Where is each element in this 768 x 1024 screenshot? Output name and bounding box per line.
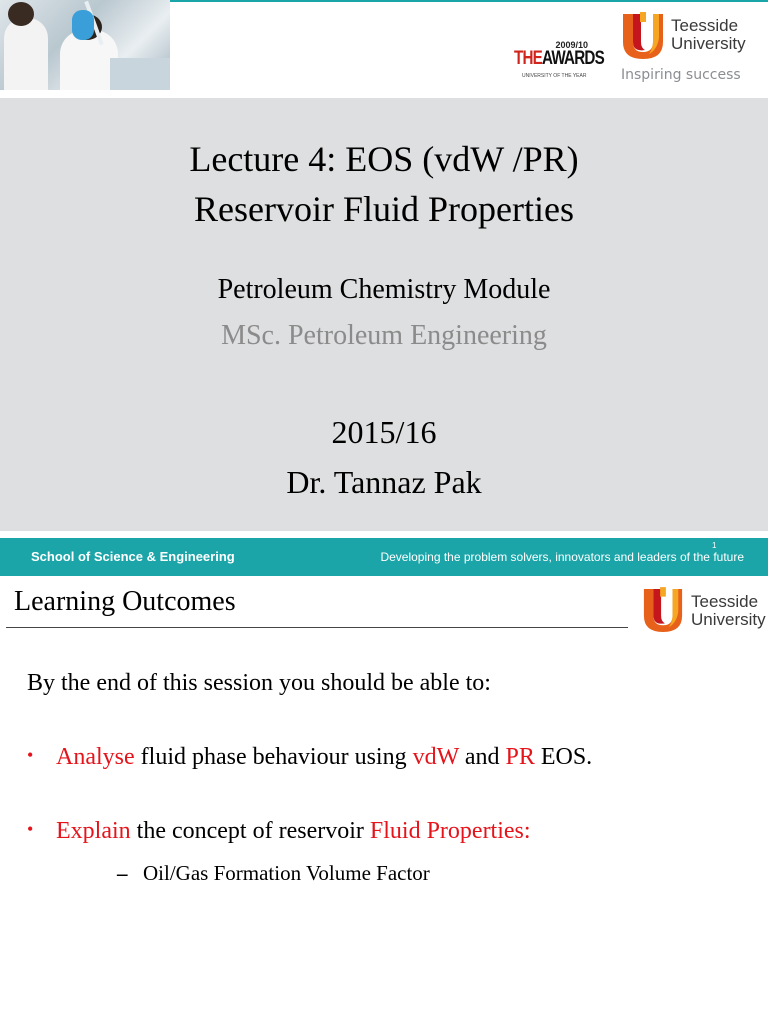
list-item	[27, 818, 531, 845]
bullet-marker: •	[27, 819, 34, 839]
footer-motto: Developing the problem solvers, innovators and leaders of the future	[380, 550, 744, 564]
brand-line-2: University	[671, 34, 746, 53]
brand-line-2: University	[691, 610, 766, 629]
awards-name: AWARDS	[542, 48, 604, 69]
awards-wordmark	[514, 48, 604, 70]
outcome-keyword: vdW	[412, 744, 459, 770]
outcome-text: the concept of reservoir	[130, 818, 370, 844]
heading-divider	[6, 627, 628, 628]
outcome-keyword: PR	[505, 744, 535, 770]
teesside-logo-mark-graphic	[642, 586, 684, 634]
outcome-verb: Analyse	[56, 744, 135, 770]
lab-photo-figure-head	[8, 2, 34, 26]
lecturer-name: Dr. Tannaz Pak	[286, 464, 482, 500]
sub-bullet-marker: –	[117, 861, 128, 885]
bullet-marker: •	[27, 745, 34, 765]
awards-logo	[514, 40, 604, 84]
title-panel	[0, 98, 768, 531]
glove-icon	[72, 10, 94, 40]
brand-line-1: Teesside	[691, 592, 759, 611]
outcome-text: EOS.	[534, 744, 593, 770]
sub-item-text: Oil/Gas Formation Volume Factor	[143, 861, 430, 885]
lab-photo-figure	[4, 18, 48, 90]
teesside-logo-mark-icon	[642, 586, 684, 634]
footer-school: School of Science & Engineering	[31, 549, 235, 564]
lecture-subtitle: Reservoir Fluid Properties	[194, 189, 574, 229]
slide-number: 1	[712, 541, 717, 550]
programme-name: MSc. Petroleum Engineering	[221, 320, 547, 351]
lecture-title: Lecture 4: EOS (vdW /PR)	[189, 139, 579, 179]
outcome-text: and	[458, 744, 506, 770]
teesside-logo-mark-graphic	[621, 12, 665, 60]
brand-line-1: Teesside	[671, 16, 739, 35]
lab-photo-bench	[110, 58, 170, 90]
list-item	[27, 744, 592, 771]
slide-heading: Learning Outcomes	[14, 586, 236, 617]
outcome-text: fluid phase behaviour using	[134, 744, 413, 770]
outcome-keyword: Fluid Properties:	[369, 818, 531, 844]
module-name: Petroleum Chemistry Module	[217, 274, 551, 305]
footer-bar	[0, 538, 768, 576]
awards-year: 2009/10	[555, 40, 588, 50]
learning-outcomes-slide	[0, 576, 768, 1024]
brand-tagline: Inspiring success	[621, 67, 741, 83]
brand-wordmark	[671, 17, 746, 52]
brand-wordmark	[691, 593, 766, 628]
outcome-verb: Explain	[56, 818, 131, 844]
sub-list-item	[117, 861, 430, 886]
academic-year: 2015/16	[331, 414, 437, 450]
lab-photo	[0, 0, 170, 90]
intro-text: By the end of this session you should be able to:	[27, 670, 491, 696]
awards-subtitle: UNIVERSITY OF THE YEAR	[522, 73, 587, 79]
awards-the: THE	[514, 48, 542, 69]
teesside-logo-mark-icon	[621, 12, 665, 60]
